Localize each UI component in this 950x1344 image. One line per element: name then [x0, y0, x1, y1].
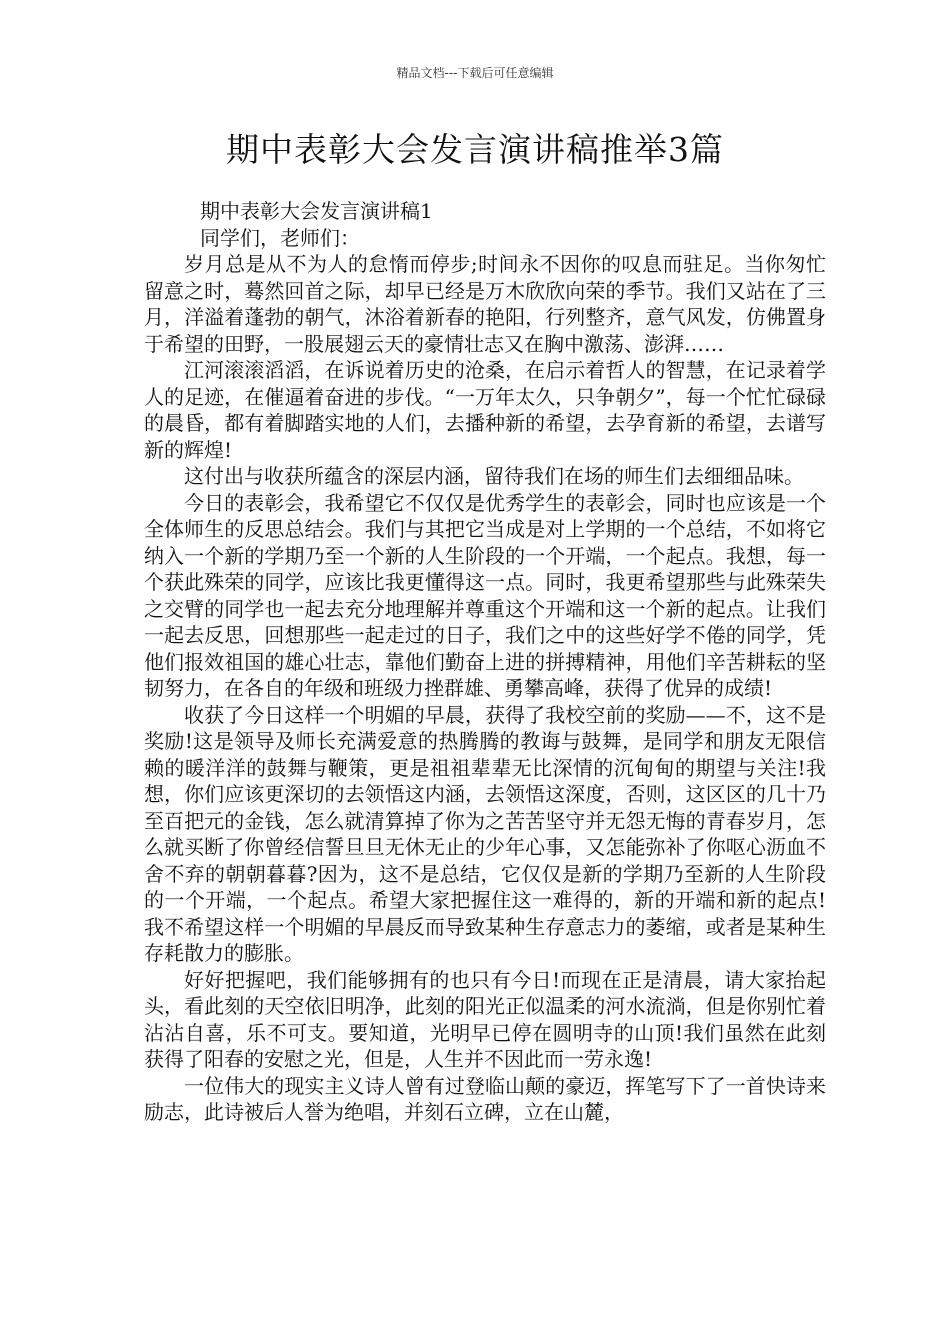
speech-subtitle: 期中表彰大会发言演讲稿1	[200, 199, 433, 223]
paragraph: 今日的表彰会，我希望它不仅仅是优秀学生的表彰会，同时也应该是一个全体师生的反思总结会。我们与其把它当成是对上学期的一个总结，不如将它纳入一个新的学期乃至一个新的人生阶段的一个开端，一个起点。我想，每一个获此殊荣的同学，应该比我更懂得这一点。同时，我更希望那些与此殊荣失之交臂的同学也一起去充分地理解并尊重这个开端和这一个新的起点。让我们一起去反思，回想那些一起走过的日子，我们之中的这些好学不倦的同学，凭他们报效祖国的雄心壮志，靠他们勤奋上进的拼搏精神，用他们辛苦耕耘的坚韧努力，在各自的年级和班级力挫群雄、勇攀高峰，获得了优异的成绩!	[144, 490, 826, 700]
paragraph: 好好把握吧，我们能够拥有的也只有今日!而现在正是清晨，请大家抬起头，看此刻的天空依旧明净，此刻的阳光正似温柔的河水流淌，但是你别忙着沾沾自喜，乐不可支。要知道，光明早已停在圆明寺的山顶!我们虽然在此刻获得了阳春的安慰之光，但是，人生并不因此而一劳永逸!	[144, 967, 826, 1071]
paragraph: 岁月总是从不为人的怠惰而停步;时间永不因你的叹息而驻足。当你匆忙留意之时，蓦然回首之际，却早已经是万木欣欣向荣的季节。我们又站在了三月，洋溢着蓬勃的朝气，沐浴着新春的艳阳，行列整齐，意气风发，仿佛置身于希望的田野，一股展翅云天的豪情壮志又在胸中激荡、澎湃……	[144, 252, 826, 356]
paragraph: 江河滚滚滔滔，在诉说着历史的沧桑，在启示着哲人的智慧，在记录着学人的足迹，在催逼着奋进的步伐。“一万年太久，只争朝夕”，每一个忙忙碌碌的晨昏，都有着脚踏实地的人们，去播种新的希望，去孕育新的希望，去谱写新的辉煌!	[144, 358, 826, 462]
speech-greeting: 同学们，老师们：	[200, 225, 360, 250]
paragraph: 这付出与收获所蕴含的深层内涵，留待我们在场的师生们去细细品味。	[184, 464, 804, 488]
page-header-note: 精品文档---下载后可任意编辑	[396, 66, 554, 80]
document-title: 期中表彰大会发言演讲稿推举3篇	[226, 130, 724, 169]
document-body	[144, 198, 826, 1126]
paragraph: 一位伟大的现实主义诗人曾有过登临山颠的豪迈，挥笔写下了一首快诗来励志，此诗被后人誉为绝唱，并刻石立碑，立在山麓，	[144, 1073, 826, 1124]
paragraph: 收获了今日这样一个明媚的早晨，获得了我校空前的奖励——不，这不是奖励!这是领导及师长充满爱意的热腾腾的教诲与鼓舞，是同学和朋友无限信赖的暖洋洋的鼓舞与鞭策，更是祖祖辈辈无比深情的沉甸甸的期望与关注!我想，你们应该更深切的去领悟这内涵，去领悟这深度，否则，这区区的几十乃至百把元的金钱，怎么就清算掉了你为之苦苦坚守并无怨无悔的青春岁月，怎么就买断了你曾经信誓旦旦无休无止的少年心事，又怎能弥补了你呕心沥血不舍不弃的朝朝暮暮?因为，这不是总结，它仅仅是新的学期乃至新的人生阶段的一个开端，一个起点。希望大家把握住这一难得的，新的开端和新的起点!我不希望这样一个明媚的早晨反而导致某种生存意志力的萎缩，或者是某种生存耗散力的膨胀。	[144, 702, 826, 965]
